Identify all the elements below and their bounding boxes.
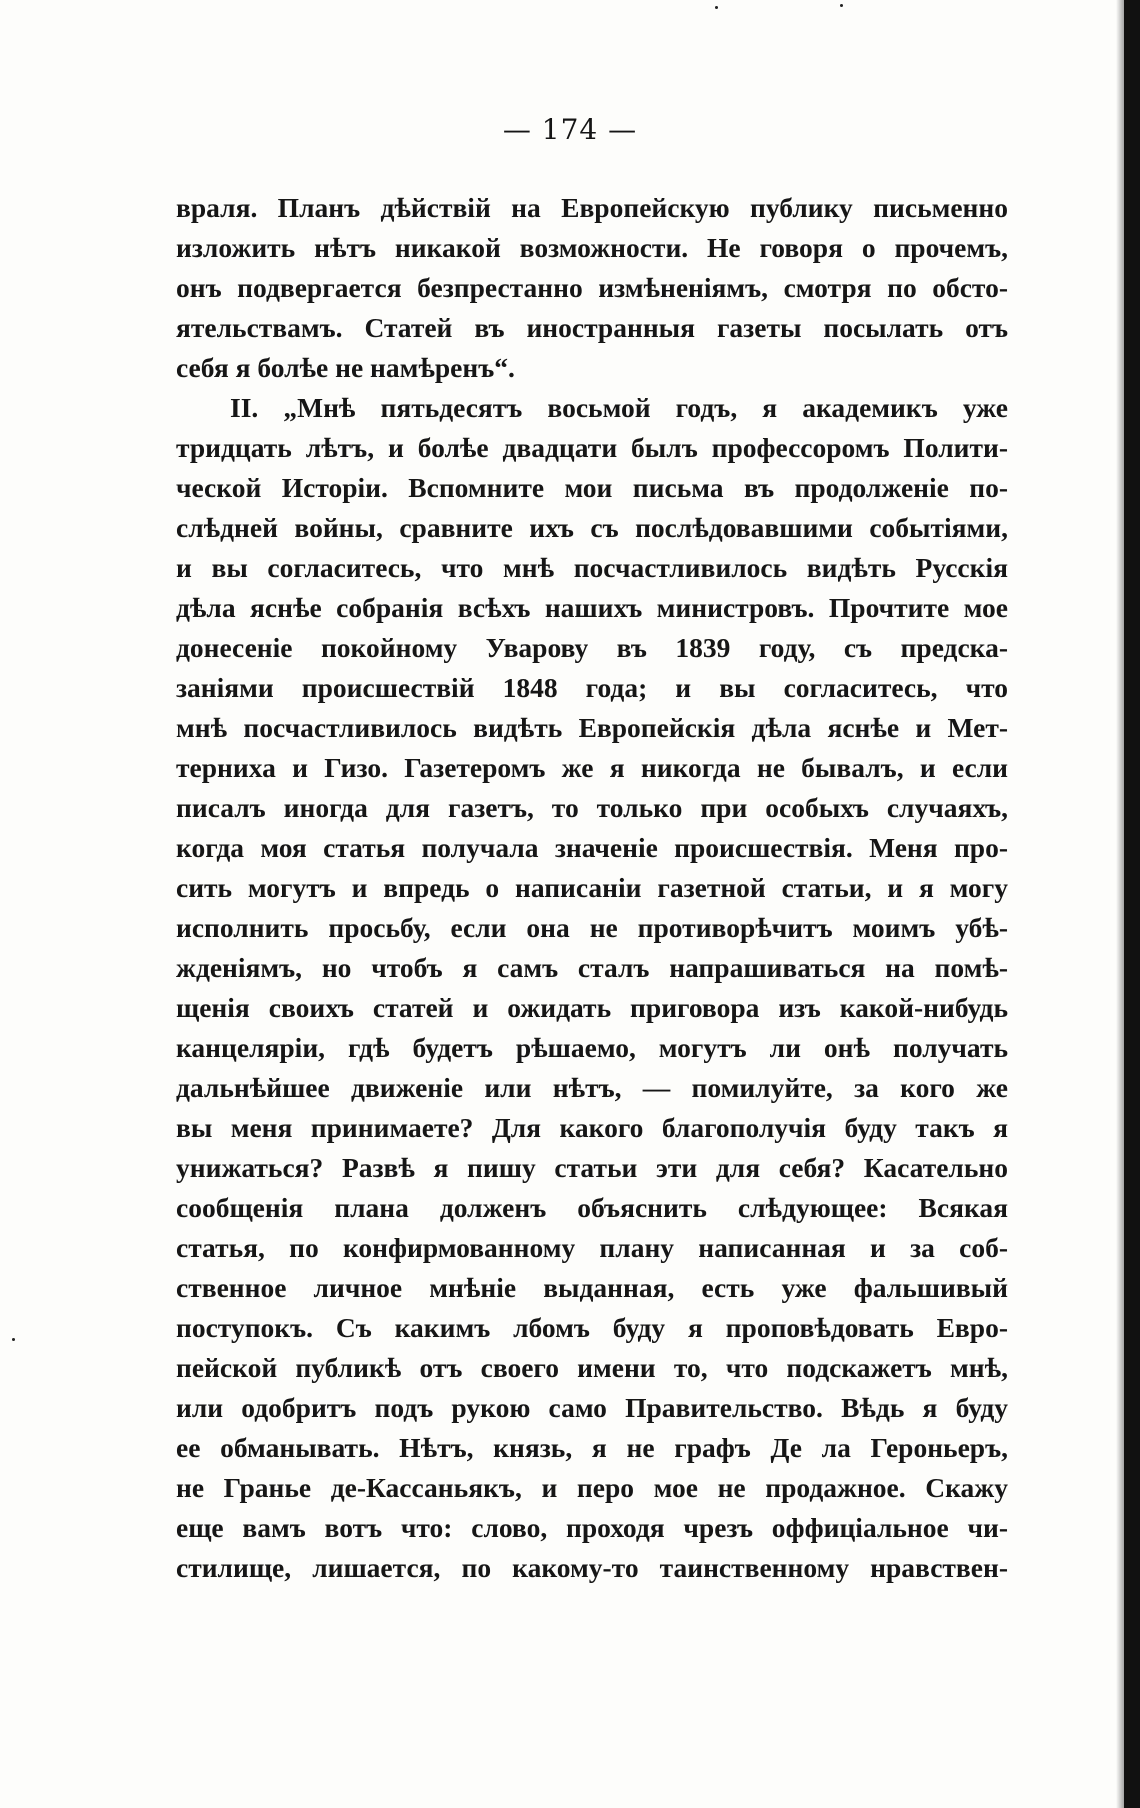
page-number: — 174 — bbox=[502, 113, 638, 146]
print-speck bbox=[715, 6, 718, 9]
text-line: или одобритъ подъ рукою само Правительство. Вѣдь я буду bbox=[176, 1392, 1008, 1423]
text-line: враля. Планъ дѣйствій на Европейскую публику письменно bbox=[176, 192, 1008, 223]
text-line: унижаться? Развѣ я пишу статьи эти для себя? Касательно bbox=[176, 1152, 1008, 1183]
text-line: слѣдней войны, сравните ихъ съ послѣдовавшими событіями, bbox=[176, 512, 1008, 543]
text-line: не Гранье де-Кассаньякъ, и перо мое не продажное. Скажу bbox=[176, 1472, 1008, 1503]
text-line: терниха и Гизо. Газетеромъ же я никогда не бывалъ, и если bbox=[176, 752, 1008, 783]
text-line: поступокъ. Съ какимъ лбомъ буду я проповѣдовать Евро- bbox=[176, 1312, 1008, 1343]
text-line: когда моя статья получала значеніе происшествія. Меня про- bbox=[176, 832, 1008, 863]
print-speck bbox=[840, 4, 843, 7]
text-line: стилище, лишается, по какому-то таинственному нравствен- bbox=[176, 1552, 1008, 1583]
text-line: канцеляріи, гдѣ будетъ рѣшаемо, могутъ ли онѣ получать bbox=[176, 1032, 1008, 1063]
text-line: себя я болѣе не намѣренъ“. bbox=[176, 352, 515, 383]
page-binding-edge bbox=[1124, 0, 1140, 1808]
text-line: тридцать лѣтъ, и болѣе двадцати былъ профессоромъ Полити- bbox=[176, 432, 1008, 463]
paragraph-1 bbox=[176, 188, 1008, 388]
text-line: ятельствамъ. Статей въ иностранныя газеты посылать отъ bbox=[176, 312, 1008, 343]
text-line: щенія своихъ статей и ожидать приговора изъ какой-нибудь bbox=[176, 992, 1008, 1023]
text-line: ее обманывать. Нѣтъ, князь, я не графъ Де ла Героньеръ, bbox=[176, 1432, 1008, 1463]
text-line: сообщенія плана долженъ объяснить слѣдующее: Всякая bbox=[176, 1192, 1008, 1223]
print-speck bbox=[12, 1338, 15, 1341]
text-line: донесеніе покойному Уварову въ 1839 году, съ предска- bbox=[176, 632, 1008, 663]
page-edge-shadow bbox=[1116, 0, 1124, 1808]
text-line: жденіямъ, но чтобъ я самъ сталъ напрашиваться на помѣ- bbox=[176, 952, 1008, 983]
text-line: пейской публикѣ отъ своего имени то, что подскажетъ мнѣ, bbox=[176, 1352, 1008, 1383]
text-line: сить могутъ и впредь о написаніи газетной статьи, и я могу bbox=[176, 872, 1008, 903]
text-line: вы меня принимаете? Для какого благополучія буду такъ я bbox=[176, 1112, 1008, 1143]
text-line: исполнить просьбу, если она не противорѣчитъ моимъ убѣ- bbox=[176, 912, 1008, 943]
text-line: онъ подвергается безпрестанно измѣненіямъ, смотря по обсто- bbox=[176, 272, 1008, 303]
text-line: и вы согласитесь, что мнѣ посчастливилось видѣть Русскія bbox=[176, 552, 1008, 583]
text-line: ственное личное мнѣніе выданная, есть уже фальшивый bbox=[176, 1272, 1008, 1303]
text-line: II. „Мнѣ пятьдесятъ восьмой годъ, я академикъ уже bbox=[230, 392, 1008, 423]
text-line: дальнѣйшее движеніе или нѣтъ, — помилуйте, за кого же bbox=[176, 1072, 1008, 1103]
text-line: заніями происшествій 1848 года; и вы согласитесь, что bbox=[176, 672, 1008, 703]
text-line: изложить нѣтъ никакой возможности. Не говоря о прочемъ, bbox=[176, 232, 1008, 263]
text-line: дѣла яснѣе собранія всѣхъ нашихъ министровъ. Прочтите мое bbox=[176, 592, 1008, 623]
text-line: еще вамъ вотъ что: слово, проходя чрезъ оффиціальное чи- bbox=[176, 1512, 1008, 1543]
text-line: ческой Исторіи. Вспомните мои письма въ продолженіе по- bbox=[176, 472, 1008, 503]
paragraph-2 bbox=[176, 388, 1008, 1588]
text-line: мнѣ посчастливилось видѣть Европейскія дѣла яснѣе и Мет- bbox=[176, 712, 1008, 743]
body-text bbox=[176, 188, 1008, 1588]
text-line: писалъ иногда для газетъ, то только при особыхъ случаяхъ, bbox=[176, 792, 1008, 823]
text-line: статья, по конфирмованному плану написанная и за соб- bbox=[176, 1232, 1008, 1263]
